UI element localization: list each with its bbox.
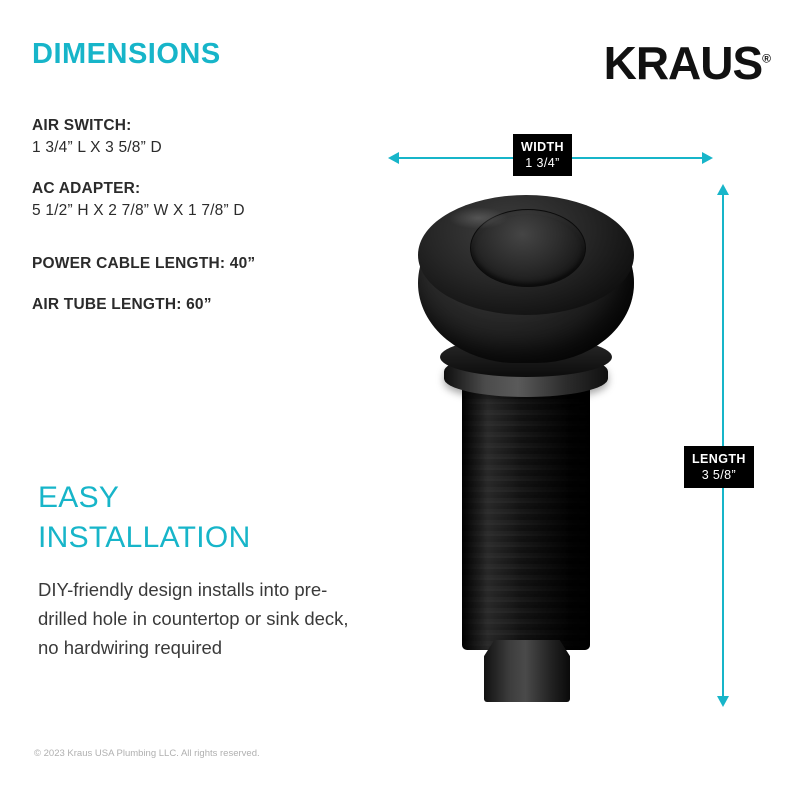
spec-power-cable-label: POWER CABLE LENGTH: 40” — [32, 255, 256, 272]
page-title: DIMENSIONS — [32, 38, 221, 70]
width-callout-value: 1 3/4” — [525, 156, 560, 170]
easy-installation-heading-line1: EASY — [38, 481, 120, 514]
easy-installation-heading-line2: INSTALLATION — [38, 521, 251, 554]
barrel-shading — [462, 385, 590, 650]
length-arrow-up-icon — [717, 184, 729, 195]
length-callout — [684, 446, 754, 488]
length-callout-label: LENGTH — [692, 452, 746, 466]
width-callout — [513, 134, 572, 176]
registered-trademark-icon: ® — [762, 51, 770, 66]
hex-nut — [484, 640, 570, 702]
length-callout-value: 3 5/8” — [701, 468, 737, 482]
width-arrow-right-icon — [702, 152, 713, 164]
spec-power-cable — [32, 255, 255, 277]
air-switch-product-illustration — [400, 185, 730, 715]
length-arrow-down-icon — [717, 696, 729, 707]
easy-installation-heading — [38, 478, 251, 558]
spec-air-switch-value: 1 3/4” L X 3 5/8” D — [32, 139, 162, 156]
width-callout-label: WIDTH — [521, 140, 564, 154]
spec-air-tube — [32, 296, 212, 318]
width-arrow-left-icon — [388, 152, 399, 164]
spec-air-switch-label: AIR SWITCH: — [32, 117, 132, 134]
spec-air-switch — [32, 117, 162, 157]
spec-air-tube-label: AIR TUBE LENGTH: 60” — [32, 296, 212, 313]
spec-ac-adapter — [32, 180, 245, 220]
kraus-logo-text: KRAUS — [603, 37, 763, 89]
spec-ac-adapter-label: AC ADAPTER: — [32, 180, 141, 197]
easy-installation-body: DIY-friendly design installs into pre-drilled hole in countertop or sink deck, no hardwiring required — [38, 579, 349, 658]
spec-ac-adapter-value: 5 1/2” H X 2 7/8” W X 1 7/8” D — [32, 202, 245, 219]
copyright-notice: © 2023 Kraus USA Plumbing LLC. All rights reserved. — [34, 748, 260, 759]
kraus-logo — [604, 36, 770, 90]
cap-highlight — [448, 207, 508, 229]
